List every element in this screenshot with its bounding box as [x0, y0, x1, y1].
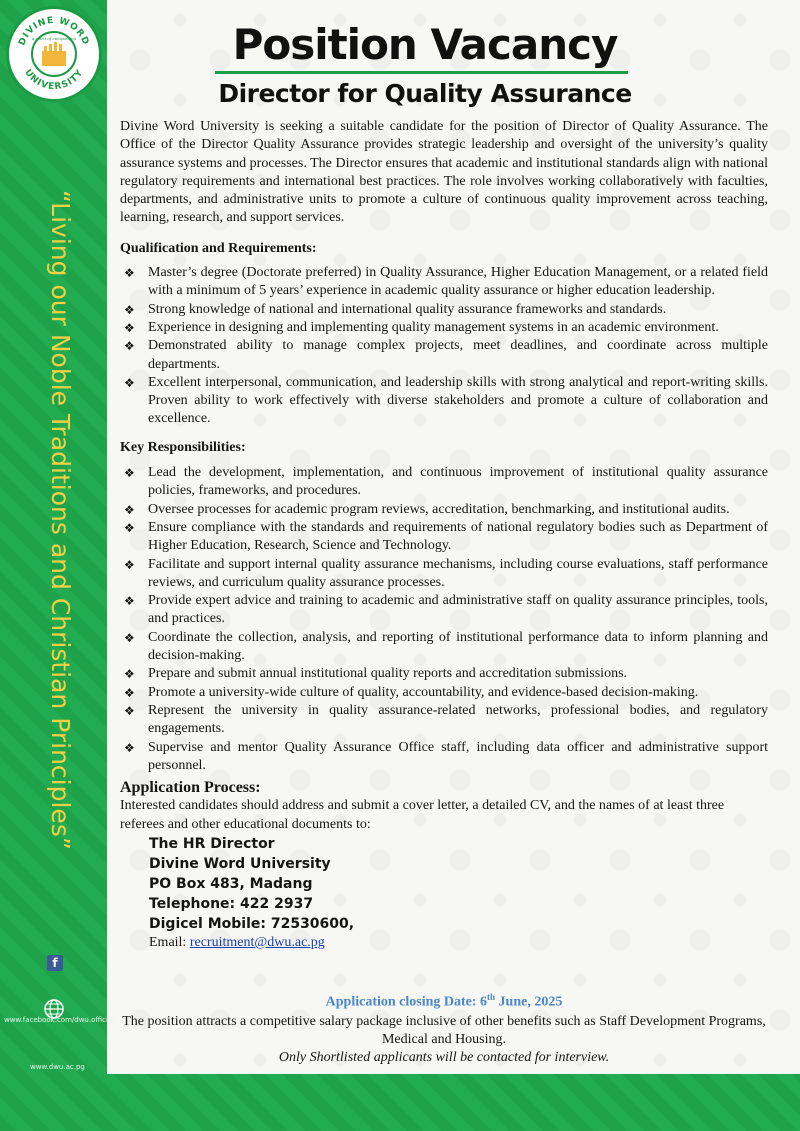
list-item-text: Strong knowledge of national and international quality assurance frameworks and standards. [148, 301, 667, 317]
list-item [120, 301, 768, 319]
application-instructions: Interested candidates should address and submit a cover letter, a detailed CV, and the names of at least three referees and other educational documents to: [120, 798, 725, 832]
list-item-text: Provide expert advice and training to academic and administrative staff on quality assurance principles, tools, and practices. [148, 593, 768, 627]
list-item [120, 337, 768, 374]
diamond-bullet-icon: ❖ [124, 339, 135, 354]
list-item [120, 519, 768, 556]
intro-paragraph: Divine Word University is seeking a suitable candidate for the position of Director of Quality Assurance. The Office of the Director Quality Assurance provides strategic leadership and oversight of the university’s quality assurance systems and processes. The Director ensures that academic and institutional standards align with national regulatory requirements and international best practices. The role involves working collaboratively with faculties, departments, and administrative units to promote a culture of continuous quality improvement across teaching, learning, research, and support services. [120, 119, 768, 226]
closing-date-sup: th [487, 992, 496, 1002]
address-line: The HR Director [149, 835, 275, 852]
facebook-url[interactable]: www.facebook.com/dwu.official [4, 1016, 115, 1024]
university-motto: “Living our Noble Traditions and Christian Principles” [46, 190, 75, 850]
list-item [120, 556, 768, 593]
footer [120, 988, 768, 1067]
list-item-text: Coordinate the collection, analysis, and reporting of institutional performance data to inform planning and decision-making. [148, 629, 768, 664]
list-item-text: Demonstrated ability to manage complex projects, meet deadlines, and coordinate across multiple departments. [148, 338, 768, 372]
diamond-bullet-icon: ❖ [124, 320, 135, 335]
email-label: Email: [149, 934, 190, 950]
address-line: PO Box 483, Madang [149, 875, 313, 892]
logo-inner-text: a spirit of compassion [31, 36, 77, 41]
list-item-text: Experience in designing and implementing quality management systems in an academic environment. [148, 319, 719, 335]
main-content [120, 118, 768, 952]
closing-date-suffix: June, 2025 [495, 994, 563, 1010]
list-item [120, 665, 768, 683]
salary-package-note: The position attracts a competitive salary package inclusive of other benefits such as Staff Development Programs, Medical and Housing. [122, 1013, 766, 1047]
list-item-text: Represent the university in quality assurance-related networks, professional bodies, and regulatory engagements. [148, 702, 768, 737]
address-line: Digicel Mobile: 72530600, [149, 915, 355, 932]
diamond-bullet-icon: ❖ [124, 302, 135, 317]
university-seal-icon [9, 9, 99, 99]
list-item [120, 374, 768, 429]
diamond-bullet-icon: ❖ [124, 667, 135, 682]
position-title: Director for Quality Assurance [218, 79, 632, 108]
list-item-text: Promote a university-wide culture of quality, accountability, and evidence-based decision-making. [148, 684, 699, 700]
closing-date [120, 988, 768, 1012]
hr-address-block [149, 834, 768, 934]
logo-text-bottom: UNIVERSITY [22, 67, 86, 93]
page-title: Position Vacancy [232, 20, 618, 69]
diamond-bullet-icon: ❖ [124, 685, 135, 700]
email-link[interactable]: recruitment@dwu.ac.pg [189, 934, 325, 950]
shortlist-note: Only Shortlisted applicants will be contacted for interview. [278, 1049, 610, 1065]
list-item-text: Master’s degree (Doctorate preferred) in Quality Assurance, Higher Education Management, or a related field with a minimum of 5 years’ experience in academic quality assurance or higher education leadership. [148, 265, 768, 299]
list-item [120, 264, 768, 301]
title-divider [215, 71, 628, 74]
diamond-bullet-icon: ❖ [124, 557, 135, 572]
diamond-bullet-icon: ❖ [124, 520, 135, 535]
university-logo [6, 6, 102, 102]
responsibilities-list [120, 464, 768, 775]
list-item [120, 464, 768, 501]
website-url[interactable]: www.dwu.ac.pg [30, 1063, 85, 1071]
list-item-text: Oversee processes for academic program reviews, accreditation, benchmarking, and institutional audits. [148, 501, 730, 517]
responsibilities-heading: Key Responsibilities: [120, 439, 246, 455]
diamond-bullet-icon: ❖ [124, 740, 135, 755]
diamond-bullet-icon: ❖ [124, 375, 135, 390]
list-item [120, 684, 768, 702]
list-item [120, 702, 768, 739]
address-line: Divine Word University [149, 855, 331, 872]
application-heading: Application Process: [120, 779, 261, 797]
email-line [149, 934, 768, 952]
diamond-bullet-icon: ❖ [124, 466, 135, 481]
list-item [120, 319, 768, 337]
diamond-bullet-icon: ❖ [124, 594, 135, 609]
list-item [120, 592, 768, 629]
diamond-bullet-icon: ❖ [124, 502, 135, 517]
diamond-bullet-icon: ❖ [124, 266, 135, 281]
closing-date-prefix: Application closing Date: 6 [325, 994, 488, 1010]
bottom-green-strip [0, 1074, 800, 1131]
address-line: Telephone: 422 2937 [149, 895, 314, 912]
list-item-text: Facilitate and support internal quality assurance mechanisms, including course evaluations, staff performance reviews, and curriculum quality assurance processes. [148, 556, 768, 590]
facebook-icon[interactable]: f [47, 955, 63, 971]
list-item-text: Excellent interpersonal, communication, and leadership skills with strong analytical and report-writing skills. Proven ability to work effectively with diverse stakeholders and promote a culture of collaboration and excellence. [148, 374, 768, 427]
list-item-text: Supervise and mentor Quality Assurance Office staff, including data officer and administrative support personnel. [148, 739, 768, 773]
diamond-bullet-icon: ❖ [124, 703, 135, 718]
diamond-bullet-icon: ❖ [124, 630, 135, 645]
list-item [120, 501, 768, 519]
qualifications-heading: Qualification and Requirements: [120, 240, 317, 256]
list-item [120, 629, 768, 666]
list-item-text: Ensure compliance with the standards and requirements of national regulatory bodies such as Department of Higher Education, Research, Science and Technology. [148, 519, 768, 554]
logo-text-top: DIVINE WORD [17, 15, 91, 48]
qualifications-list [120, 264, 768, 429]
green-sidebar [0, 0, 115, 1131]
list-item-text: Prepare and submit annual institutional quality reports and accreditation submissions. [148, 666, 628, 682]
list-item-text: Lead the development, implementation, and continuous improvement of institutional quality assurance policies, frameworks, and procedures. [148, 465, 768, 499]
list-item [120, 739, 768, 776]
